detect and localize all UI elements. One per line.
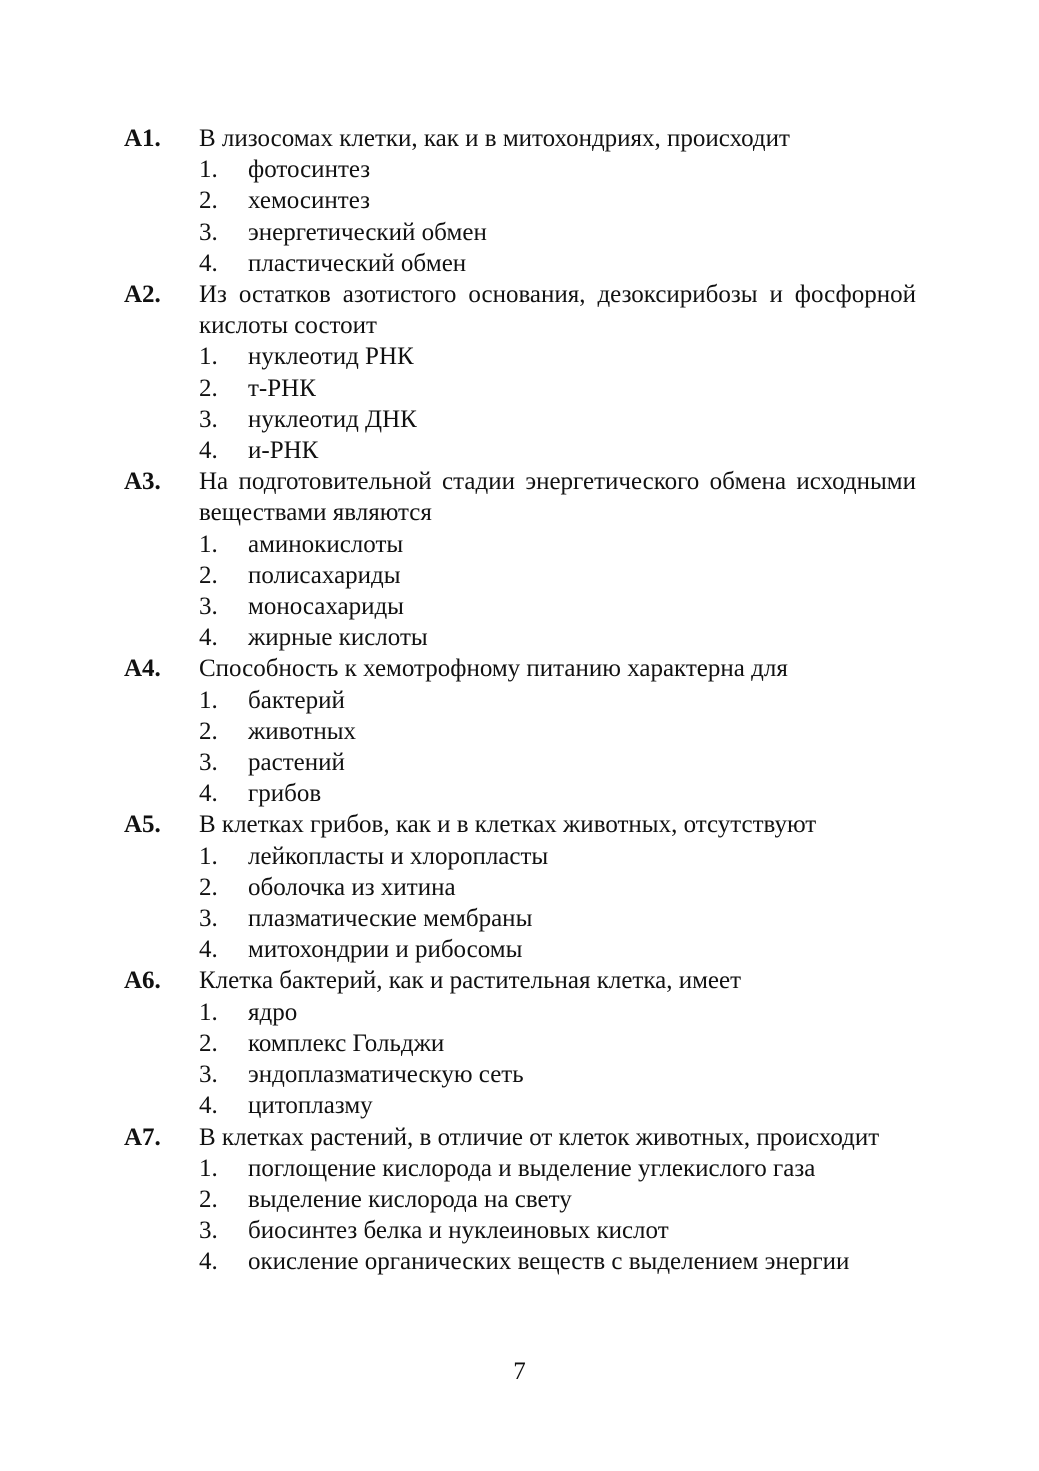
answer-option [199, 529, 916, 560]
option-text: полисахариды [248, 561, 401, 589]
option-text: плазматические мембраны [248, 905, 533, 933]
answer-option [199, 248, 916, 279]
option-text: выделение кислорода на свету [248, 1185, 572, 1213]
question-number: А7. [124, 1123, 161, 1151]
option-number: 2. [199, 873, 218, 901]
option-text: оболочка из хитина [248, 873, 456, 901]
option-text: фотосинтез [248, 156, 371, 184]
option-number: 1. [199, 998, 218, 1026]
answer-option [199, 1153, 916, 1184]
question-text: На подготовительной стадии энергетического обмена исходными веществами являются [199, 468, 916, 527]
option-number: 1. [199, 842, 218, 870]
answer-option [199, 903, 916, 934]
page-number: 7 [513, 1358, 526, 1385]
question-a3 [124, 466, 916, 653]
option-text: растений [248, 749, 345, 777]
option-number: 3. [199, 1217, 218, 1245]
answer-option [199, 1028, 916, 1059]
answer-options [199, 685, 916, 810]
option-text: бактерий [248, 686, 345, 714]
answer-option [199, 373, 916, 404]
answer-options [199, 529, 916, 654]
answer-option [199, 716, 916, 747]
answer-option [199, 747, 916, 778]
answer-options [199, 1153, 916, 1278]
option-number: 2. [199, 717, 218, 745]
answer-option [199, 341, 916, 372]
option-text: окисление органических веществ с выделением энергии [248, 1248, 850, 1276]
option-text: хемосинтез [248, 187, 370, 215]
question-a1 [124, 123, 916, 279]
option-number: 4. [199, 936, 218, 964]
answer-option [199, 841, 916, 872]
answer-option [199, 622, 916, 653]
answer-option [199, 778, 916, 809]
answer-options [199, 154, 916, 279]
answer-option [199, 404, 916, 435]
answer-option [199, 997, 916, 1028]
option-number: 4. [199, 1092, 218, 1120]
answer-option [199, 185, 916, 216]
option-number: 3. [199, 905, 218, 933]
answer-option [199, 1059, 916, 1090]
option-text: животных [248, 717, 357, 745]
option-text: грибов [248, 780, 322, 808]
option-text: митохондрии и рибосомы [248, 936, 523, 964]
answer-option [199, 435, 916, 466]
question-number: А6. [124, 967, 161, 995]
question-number: А4. [124, 655, 161, 683]
option-text: цитоплазму [248, 1092, 373, 1120]
question-a5 [124, 809, 916, 965]
answer-option [199, 872, 916, 903]
answer-option [199, 934, 916, 965]
option-text: энергетический обмен [248, 218, 487, 246]
option-number: 1. [199, 530, 218, 558]
option-number: 4. [199, 249, 218, 277]
answer-option [199, 217, 916, 248]
option-text: нуклеотид РНК [248, 343, 414, 371]
option-number: 2. [199, 187, 218, 215]
option-number: 3. [199, 1061, 218, 1089]
option-text: лейкопласты и хлоропласты [248, 842, 549, 870]
answer-options [199, 841, 916, 966]
option-text: т-РНК [248, 374, 316, 402]
option-number: 3. [199, 749, 218, 777]
option-number: 2. [199, 1185, 218, 1213]
option-number: 1. [199, 1154, 218, 1182]
option-number: 3. [199, 405, 218, 433]
question-text: Из остатков азотистого основания, дезоксирибозы и фосфорной кислоты состоит [199, 281, 916, 340]
answer-option [199, 1184, 916, 1215]
option-number: 4. [199, 624, 218, 652]
option-number: 4. [199, 437, 218, 465]
question-number: А2. [124, 281, 161, 309]
answer-option [199, 1215, 916, 1246]
option-number: 4. [199, 1248, 218, 1276]
answer-options [199, 341, 916, 466]
option-text: жирные кислоты [248, 624, 428, 652]
answer-option [199, 154, 916, 185]
question-number: А3. [124, 468, 161, 496]
question-text: В лизосомах клетки, как и в митохондриях, происходит [199, 125, 790, 152]
question-a6 [124, 965, 916, 1121]
question-text: В клетках грибов, как и в клетках животных, отсутствуют [199, 811, 817, 839]
question-a7 [124, 1122, 916, 1278]
option-text: и-РНК [248, 437, 319, 465]
question-text: В клетках растений, в отличие от клеток животных, происходит [199, 1123, 880, 1151]
question-text: Клетка бактерий, как и растительная клетка, имеет [199, 967, 742, 995]
option-number: 4. [199, 780, 218, 808]
option-text: эндоплазматическую сеть [248, 1061, 524, 1089]
option-number: 3. [199, 218, 218, 246]
answer-option [199, 591, 916, 622]
option-number: 2. [199, 374, 218, 402]
option-number: 1. [199, 343, 218, 371]
option-number: 1. [199, 156, 218, 184]
option-text: биосинтез белка и нуклеиновых кислот [248, 1217, 669, 1245]
answer-options [199, 997, 916, 1122]
option-text: аминокислоты [248, 530, 404, 558]
option-text: ядро [248, 998, 298, 1026]
answer-option [199, 560, 916, 591]
question-a4 [124, 653, 916, 809]
answer-option [199, 685, 916, 716]
answer-option [199, 1090, 916, 1121]
option-text: моносахариды [248, 593, 404, 621]
test-page-content [124, 123, 916, 1278]
option-text: нуклеотид ДНК [248, 405, 417, 433]
option-number: 3. [199, 593, 218, 621]
option-number: 2. [199, 561, 218, 589]
option-number: 2. [199, 1029, 218, 1057]
question-a2 [124, 279, 916, 466]
question-number: А5. [124, 811, 161, 839]
question-number: А1. [124, 125, 161, 152]
option-number: 1. [199, 686, 218, 714]
answer-option [199, 1246, 916, 1277]
option-text: пластический обмен [248, 249, 467, 277]
option-text: комплекс Гольджи [248, 1029, 445, 1057]
option-text: поглощение кислорода и выделение углекислого газа [248, 1154, 816, 1182]
question-text: Способность к хемотрофному питанию характерна для [199, 655, 788, 683]
